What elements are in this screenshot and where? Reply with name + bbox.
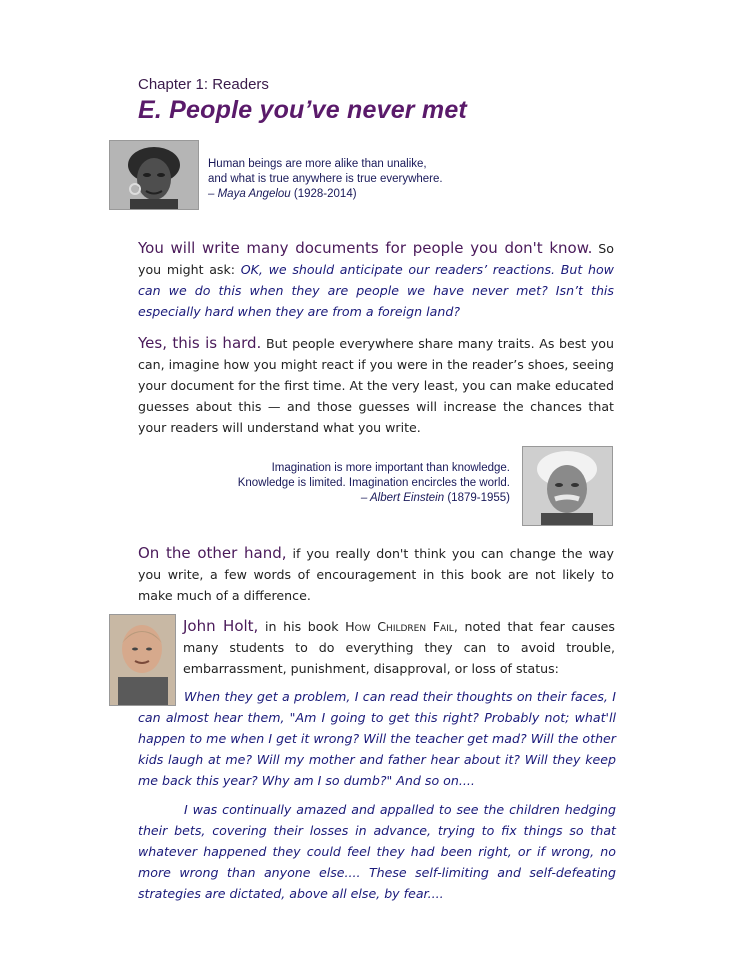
page-title: E. People you’ve never met [138, 96, 467, 124]
portrait-maya-angelou-image [110, 141, 198, 209]
paragraph-1-question: OK, we should anticipate our readers’ reactions. But how can we do this when they are people we have never met? Isn’t this especially hard when they are from a foreign land? [138, 262, 614, 319]
portrait-albert-einstein-image [523, 447, 612, 525]
paragraph-4-lead: John Holt, [183, 617, 259, 635]
paragraph-1 [138, 238, 614, 322]
quote-einstein-author: – Albert Einstein [360, 492, 445, 504]
paragraph-2 [138, 333, 614, 438]
paragraph-4 [183, 616, 615, 679]
quote-angelou-line1: Human beings are more alike than unalike, [208, 158, 427, 170]
quote-angelou-author: – Maya Angelou [208, 188, 291, 200]
paragraph-3-lead: On the other hand, [138, 544, 287, 562]
quote-einstein-line1: Imagination is more important than knowledge. [271, 462, 510, 474]
quote-einstein [238, 461, 510, 506]
portrait-maya-angelou [109, 140, 199, 210]
quote-einstein-attribution [238, 491, 510, 506]
quote-angelou-line2: and what is true anywhere is true everywhere. [208, 173, 443, 185]
quote-einstein-line2: Knowledge is limited. Imagination encircles the world. [237, 477, 510, 489]
paragraph-1-text: So you might ask: [138, 241, 614, 277]
paragraph-4-text-before: in his book [264, 619, 339, 634]
holt-quote-paragraph-2: I was continually amazed and appalled to see the children hedging their bets, covering their losses in advance, trying to fix things so that whatever happened they could feel they had been right, or if wrong, no more wrong than anyone else.... These self-limiting and self-defeating strategies are dictated, above all else, by fear.... [138, 802, 616, 901]
quote-angelou [208, 157, 443, 202]
paragraph-4-text-after: , noted that fear causes many students to do everything they can to avoid trouble, embarrassment, punishment, disapproval, or loss of status: [183, 619, 615, 676]
chapter-label: Chapter 1: Readers [138, 76, 269, 93]
paragraph-2-lead: Yes, this is hard. [138, 334, 262, 352]
paragraph-2-text: But people everywhere share many traits. As best you can, imagine how you might react if you were in the reader’s shoes, seeing your document for the first time. At the very least, you can make educated guesses about this — and those guesses will increase the chances that your readers will understand what you write. [138, 336, 614, 435]
portrait-albert-einstein [522, 446, 613, 526]
paragraph-4-book-title: How Children Fail [345, 619, 454, 634]
quote-einstein-years: (1879-1955) [447, 492, 510, 504]
holt-quote-paragraph-1: When they get a problem, I can read their thoughts on their faces, I can almost hear them, "Am I going to get this right? Probably not; what'll happen to me when I get it wrong? Will the teacher get mad? Will the other kids laugh at me? Will my mother and father hear about it? Will they keep me back this year? Why am I so dumb?" And so on.... [138, 689, 616, 788]
quote-angelou-years: (1928-2014) [293, 188, 357, 200]
quote-angelou-attribution [208, 187, 443, 202]
paragraph-1-lead: You will write many documents for people you don't know. [138, 239, 593, 257]
paragraph-3 [138, 543, 614, 606]
paragraph-3-text: if you really don't think you can change the way you write, a few words of encouragement in this book are not likely to make much of a difference. [138, 546, 614, 603]
